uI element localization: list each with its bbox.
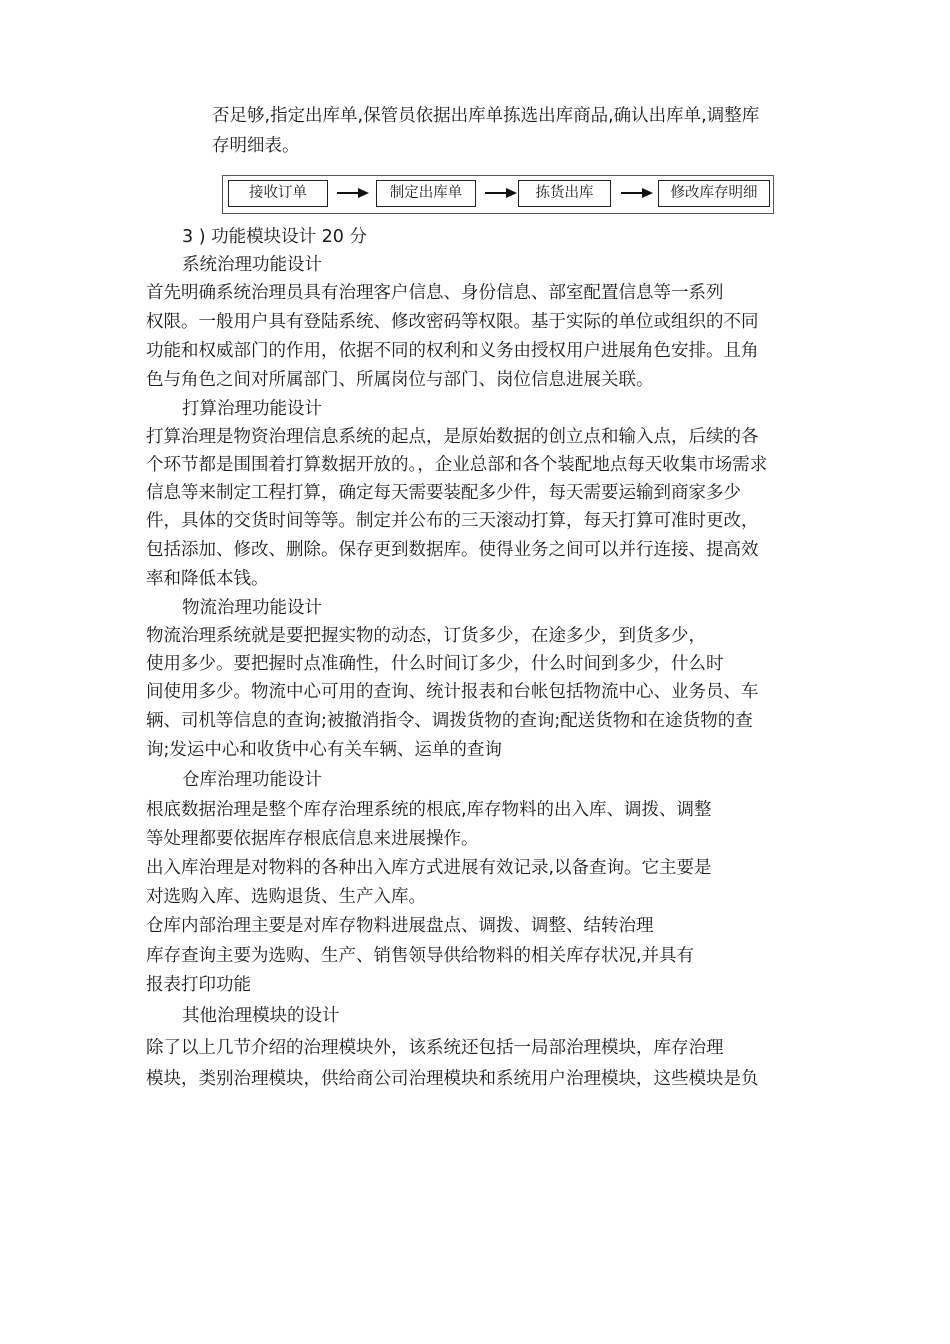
intro-line-1: 否足够,指定出库单,保管员依据出库单拣选出库商品,确认出库单,调整库 <box>212 106 760 126</box>
right-arrow-icon <box>484 186 518 200</box>
system-line-1: 首先明确系统治理员具有治理客户信息、身份信息、部室配置信息等一系列 <box>146 283 724 303</box>
other-line-1: 除了以上几节介绍的治理模块外，该系统还包括一局部治理模块，库存治理 <box>146 1038 724 1058</box>
plan-line-6: 率和降低本钱。 <box>146 569 269 589</box>
heading-system: 系统治理功能设计 <box>182 255 322 275</box>
flow-step-pick-goods: 拣货出库 <box>518 180 611 207</box>
logistics-line-2: 使用多少。要把握时点准确性，什么时间订多少，什么时间到多少，什么时 <box>146 654 724 674</box>
heading-plan: 打算治理功能设计 <box>182 399 322 419</box>
plan-line-4: 件，具体的交货时间等等。制定并公布的三天滚动打算，每天打算可准时更改， <box>146 511 759 531</box>
other-line-2: 模块，类别治理模块，供给商公司治理模块和系统用户治理模块，这些模块是负 <box>146 1069 759 1089</box>
intro-line-2: 存明细表。 <box>212 136 300 156</box>
logistics-line-3: 间使用多少。物流中心可用的查询、统计报表和台帐包括物流中心、业务员、车 <box>146 682 759 702</box>
logistics-line-1: 物流治理系统就是要把握实物的动态，订货多少，在途多少，到货多少， <box>146 626 706 646</box>
system-line-3: 功能和权威部门的作用，依据不同的权利和义务由授权用户进展角色安排。且角 <box>146 341 759 361</box>
right-arrow-icon <box>336 186 370 200</box>
flow-step-receive-order: 接收订单 <box>228 180 328 207</box>
heading-other: 其他治理模块的设计 <box>182 1006 340 1026</box>
right-arrow-icon <box>620 186 654 200</box>
section-title: 3 ) 功能模块设计 20 分 <box>182 227 367 247</box>
system-line-2: 权限。一般用户具有登陆系统、修改密码等权限。基于实际的单位或组织的不同 <box>146 312 759 332</box>
warehouse-line-2: 等处理都要依据库存根底信息来进展操作。 <box>146 829 479 849</box>
plan-line-2: 个环节都是围围着打算数据开放的。，企业总部和各个装配地点每天收集市场需求 <box>146 455 768 475</box>
plan-line-1: 打算治理是物资治理信息系统的起点，是原始数据的创立点和输入点，后续的各 <box>146 427 759 447</box>
warehouse-line-3: 出入库治理是对物料的各种出入库方式进展有效记录,以备查询。它主要是 <box>146 858 712 878</box>
flow-step-update-inventory: 修改库存明细 <box>658 180 770 207</box>
warehouse-line-1: 根底数据治理是整个库存治理系统的根底,库存物料的出入库、调拨、调整 <box>146 800 712 820</box>
plan-line-3: 信息等来制定工程打算，确定每天需要装配多少件，每天需要运输到商家多少 <box>146 483 741 503</box>
flow-step-create-outbound-order: 制定出库单 <box>376 180 476 207</box>
plan-line-5: 包括添加、修改、删除。保存更到数据库。使得业务之间可以并行连接、提高效 <box>146 540 759 560</box>
heading-warehouse: 仓库治理功能设计 <box>182 770 322 790</box>
logistics-line-4: 辆、司机等信息的查询;被撤消指令、调拨货物的查询;配送货物和在途货物的查 <box>146 711 753 731</box>
logistics-line-5: 询;发运中心和收货中心有关车辆、运单的查询 <box>146 740 502 760</box>
system-line-4: 色与角色之间对所属部门、所属岗位与部门、岗位信息进展关联。 <box>146 370 654 390</box>
warehouse-line-6: 库存查询主要为选购、生产、销售领导供给物料的相关库存状况,并具有 <box>146 946 695 966</box>
warehouse-line-5: 仓库内部治理主要是对库存物料进展盘点、调拨、调整、结转治理 <box>146 916 654 936</box>
warehouse-line-7: 报表打印功能 <box>146 975 251 995</box>
heading-logistics: 物流治理功能设计 <box>182 598 322 618</box>
warehouse-line-4: 对选购入库、选购退货、生产入库。 <box>146 887 426 907</box>
outbound-flow-diagram <box>222 175 774 212</box>
